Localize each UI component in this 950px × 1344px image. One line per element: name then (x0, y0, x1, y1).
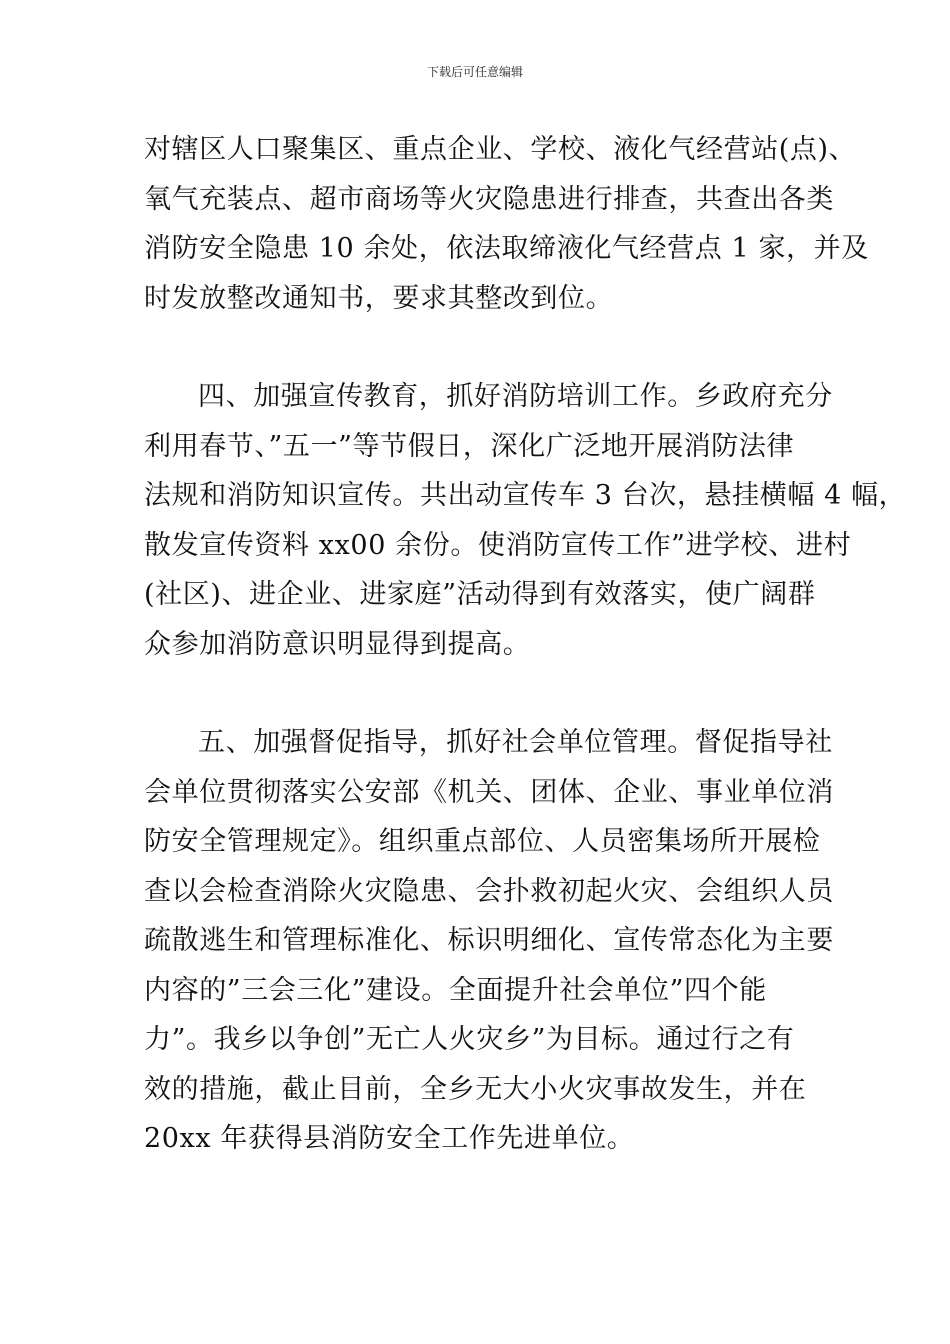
paragraph-line: 四、加强宣传教育，抓好消防培训工作。乡政府充分 (198, 381, 833, 412)
paragraph-line: 法规和消防知识宣传。共出动宣传车 3 台次，悬挂横幅 4 幅， (144, 480, 907, 511)
paragraph-line: 20xx 年获得县消防安全工作先进单位。 (144, 1123, 635, 1154)
paragraph-line: 时发放整改通知书，要求其整改到位。 (144, 282, 614, 314)
paragraph-line: 会单位贯彻落实公安部《机关、团体、企业、事业单位消 (144, 776, 834, 808)
paragraph-line: 散发宣传资料 xx00 余份。使消防宣传工作”进学校、进村 (144, 529, 852, 561)
paragraph-line: (社区)、进企业、进家庭”活动得到有效落实，使广阔群 (144, 579, 816, 610)
paragraph-hazard-inspection (144, 125, 869, 323)
paragraph-line: 对辖区人口聚集区、重点企业、学校、液化气经营站(点)、 (144, 134, 857, 165)
paragraph-line: 查以会检查消除火灾隐患、会扑救初起火灾、会组织人员 (144, 875, 834, 907)
paragraph-line: 氧气充装点、超市商场等火灾隐患进行排查，共查出各类 (144, 183, 834, 215)
paragraph-line: 内容的”三会三化”建设。全面提升社会单位”四个能 (144, 974, 767, 1006)
paragraph-publicity-education (144, 372, 907, 669)
paragraph-line: 疏散逃生和管理标准化、标识明细化、宣传常态化为主要 (144, 925, 834, 956)
paragraph-line: 消防安全隐患 10 余处，依法取缔液化气经营点 1 家，并及 (144, 233, 869, 264)
paragraph-unit-management (144, 718, 834, 1164)
header-note: 下载后可任意编辑 (426, 65, 523, 79)
paragraph-line: 防安全管理规定》。组织重点部位、人员密集场所开展检 (144, 826, 821, 857)
paragraph-line: 众参加消防意识明显得到提高。 (144, 628, 531, 660)
paragraph-line: 力”。我乡以争创”无亡人火灾乡”为目标。通过行之有 (144, 1024, 795, 1055)
paragraph-line: 效的措施，截止目前，全乡无大小火灾事故发生，并在 (144, 1073, 807, 1105)
paragraph-line: 五、加强督促指导，抓好社会单位管理。督促指导社 (198, 727, 833, 758)
paragraph-line: 利用春节、”五一”等节假日，深化广泛地开展消防法律 (144, 430, 795, 462)
